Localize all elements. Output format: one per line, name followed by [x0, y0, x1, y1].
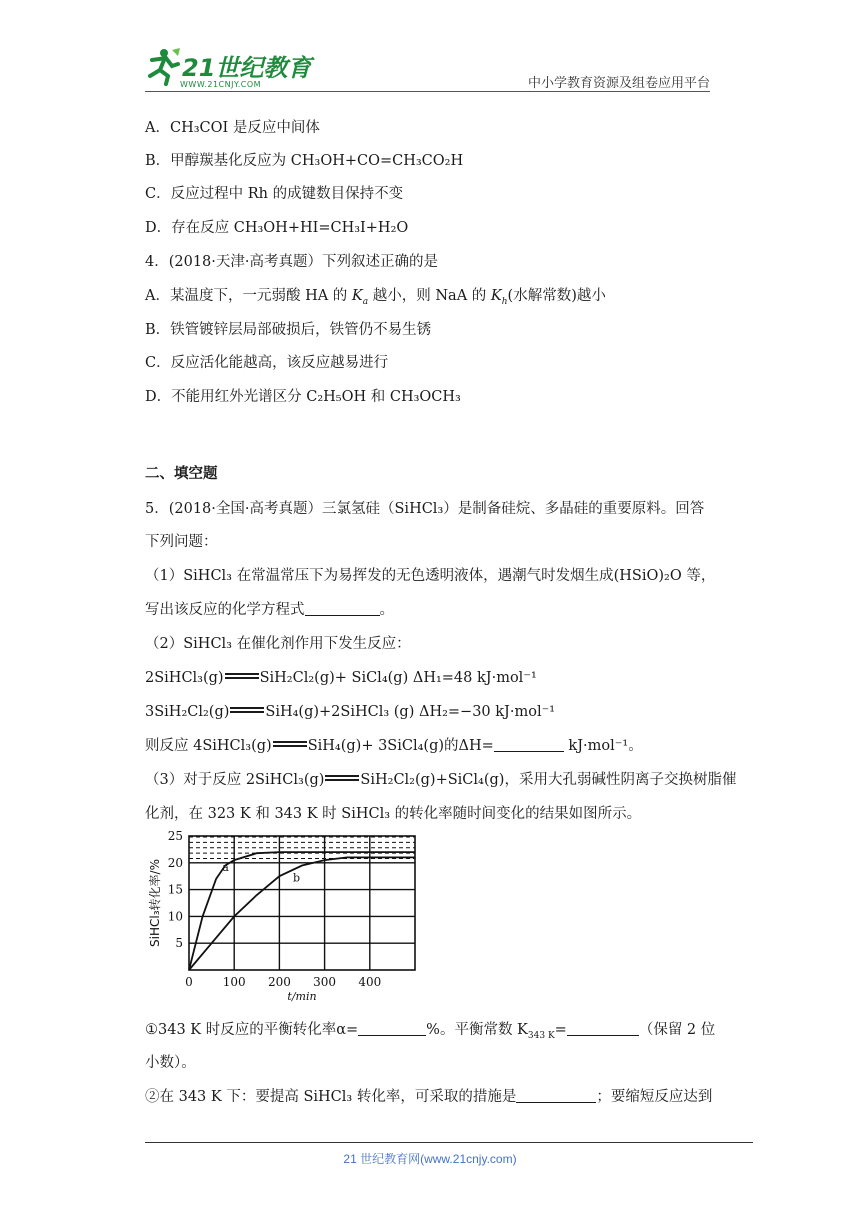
eq3-right: SiH₄(g)+ 3SiCl₄(g)的ΔH=: [307, 738, 494, 754]
eq3-unit: kJ·mol⁻¹。: [563, 738, 643, 754]
q5-stem-line2: 下列问题：: [145, 534, 218, 550]
eq3-left: 则反应 4SiHCl₃(g): [145, 738, 272, 754]
platform-name: 中小学教育资源及组卷应用平台: [527, 76, 710, 91]
q3-option-a: A．CH₃COI 是反应中间体: [145, 120, 320, 136]
q5-sub2: [145, 1087, 712, 1107]
chart-svg: [145, 828, 425, 1008]
q5-sub1-line1: [145, 1020, 715, 1040]
y-tick-label: 20: [167, 855, 183, 870]
q4-option-b: B．铁管镀锌层局部破损后，铁管仍不易生锈: [145, 322, 432, 338]
answer-blank-5[interactable]: [516, 1088, 596, 1103]
k-subscript: 343 K: [527, 1030, 555, 1041]
y-axis-label: SiHCl₃转化率/%: [148, 859, 162, 947]
sub1-d: （保留 2 位: [638, 1022, 716, 1038]
sub1-a: ①343 K 时反应的平衡转化率α=: [145, 1022, 359, 1038]
conversion-chart: [145, 828, 425, 1008]
ka-subscript: a: [362, 296, 369, 307]
y-tick-label: 15: [167, 882, 183, 897]
sub2-b: ；要缩短反应达到: [596, 1089, 713, 1105]
x-tick-label: 200: [267, 975, 291, 989]
q4-stem: 4．(2018·天津·高考真题）下列叙述正确的是: [145, 254, 439, 270]
series-label-a: a: [222, 860, 229, 874]
x-tick-label: 100: [222, 975, 246, 989]
y-tick-label: 10: [167, 909, 183, 924]
answer-blank-1[interactable]: [305, 601, 380, 616]
footer-divider: [145, 1142, 753, 1143]
section-title: 二、填空题: [145, 466, 218, 482]
q4-option-a: [145, 286, 606, 306]
logo-text: 21世纪教育: [182, 54, 312, 82]
q4-a-pre: A．某温度下，一元弱酸 HA 的: [145, 288, 352, 304]
page-footer[interactable]: 21 世纪教育网(www.21cnjy.com): [343, 1152, 517, 1166]
q5-part1-line1: （1）SiHCl₃ 在常温常压下为易挥发的无色透明液体，遇潮气时发烟生成(HSiO)₂O 等，: [145, 568, 716, 584]
ka-symbol: K: [351, 288, 363, 304]
q5-stem-line1: 5．(2018·全国·高考真题）三氯氢硅（SiHCl₃）是制备硅烷、多晶硅的重要原料。回答: [145, 501, 705, 517]
eq1-left: 2SiHCl₃(g): [145, 670, 224, 686]
answer-blank-4[interactable]: [567, 1021, 639, 1036]
kh-symbol: K: [490, 288, 502, 304]
series-line-b: [189, 857, 415, 970]
q5-part1-end: 。: [379, 602, 394, 618]
header-divider: [145, 91, 710, 92]
logo-url: WWW.21CNJY.COM: [180, 80, 262, 89]
sub1-c: =: [554, 1022, 567, 1038]
page-header: [0, 0, 860, 95]
x-tick-label: 0: [185, 975, 193, 989]
q4-option-c: C．反应活化能越高，该反应越易进行: [145, 355, 389, 371]
kh-subscript: h: [501, 296, 508, 307]
equation-2: [145, 702, 555, 722]
y-tick-label: 25: [167, 829, 183, 843]
answer-blank-2[interactable]: [494, 737, 564, 752]
q3-option-c: C．反应过程中 Rh 的成键数目保持不变: [145, 186, 404, 202]
equilibrium-icon: [325, 775, 359, 781]
site-logo[interactable]: [142, 46, 312, 92]
q5-part3-line2: 化剂，在 323 K 和 343 K 时 SiHCl₃ 的转化率随时间变化的结果如图所示。: [145, 806, 642, 822]
eq2-left: 3SiH₂Cl₂(g): [145, 704, 230, 720]
x-axis-label: t/min: [287, 990, 317, 1003]
q4-option-d: D．不能用红外光谱区分 C₂H₅OH 和 CH₃OCH₃: [145, 389, 461, 405]
q5-part2: （2）SiHCl₃ 在催化剂作用下发生反应：: [145, 636, 411, 652]
x-tick-label: 400: [358, 975, 382, 989]
equation-3: [145, 736, 643, 756]
q3-option-b: B．甲醇羰基化反应为 CH₃OH+CO=CH₃CO₂H: [145, 153, 464, 169]
equilibrium-icon: [225, 673, 259, 679]
equation-1: [145, 668, 537, 688]
eq1-right: SiH₂Cl₂(g)+ SiCl₄(g) ΔH₁=48 kJ·mol⁻¹: [259, 670, 537, 686]
answer-blank-3[interactable]: [358, 1021, 426, 1036]
sub1-b: %。平衡常数 K: [426, 1022, 528, 1038]
equilibrium-icon: [273, 741, 307, 747]
equilibrium-icon: [230, 707, 264, 713]
q3-option-d: D．存在反应 CH₃OH+HI=CH₃I+H₂O: [145, 220, 409, 236]
runner-icon: [142, 46, 182, 86]
p3-right: SiH₂Cl₂(g)+SiCl₄(g)，采用大孔弱碱性阴离子交换树脂催: [360, 772, 737, 788]
q4-a-mid: 越小，则 NaA 的: [368, 288, 491, 304]
q5-part3-line1: [145, 770, 736, 790]
plot-frame: [189, 836, 415, 970]
series-label-b: b: [292, 871, 301, 885]
y-tick-label: 5: [175, 936, 183, 951]
p3-left: （3）对于反应 2SiHCl₃(g): [145, 772, 325, 788]
q5-part1-text: 写出该反应的化学方程式: [145, 602, 305, 618]
x-tick-label: 300: [313, 975, 337, 989]
eq2-right: SiH₄(g)+2SiHCl₃ (g) ΔH₂=−30 kJ·mol⁻¹: [265, 704, 556, 720]
sub2-a: ②在 343 K 下：要提高 SiHCl₃ 转化率，可采取的措施是: [145, 1089, 517, 1105]
q5-part1-line2: [145, 600, 394, 620]
q4-a-post: (水解常数)越小: [507, 288, 606, 304]
q5-sub1-line2: 小数）。: [145, 1055, 196, 1071]
